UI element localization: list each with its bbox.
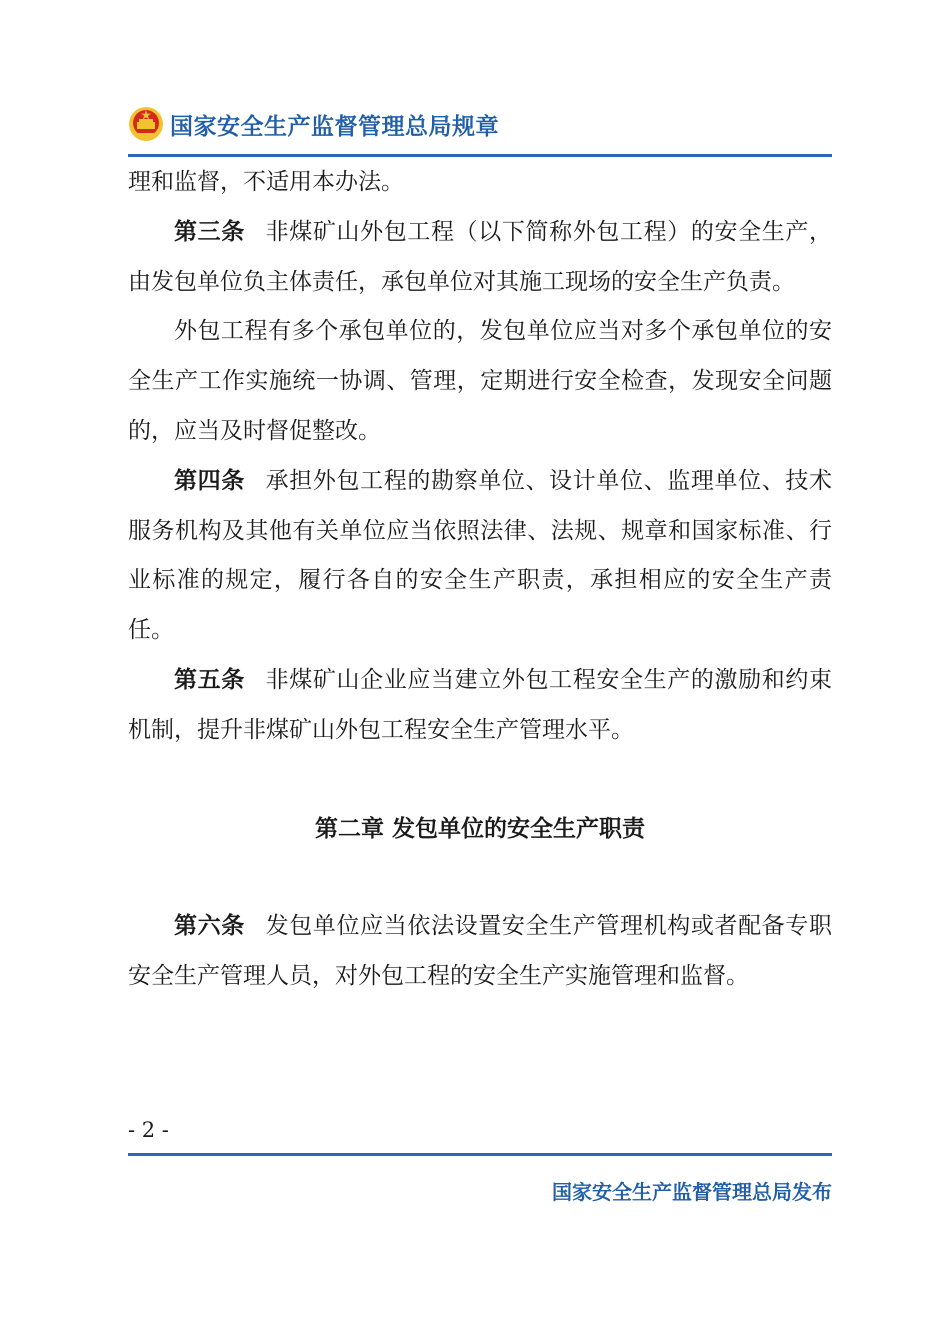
article-4-text: 承担外包工程的勘察单位、设计单位、监理单位、技术服务机构及其他有关单位应当依照法律、法规、规章和国家标准、行业标准的规定，履行各自的安全生产职责，承担相应的安全生产责任。 <box>128 467 833 644</box>
page-header <box>128 102 832 146</box>
paragraph-continued: 理和监督，不适用本办法。 <box>128 169 404 195</box>
article-3-number: 第三条 <box>174 218 245 245</box>
document-body <box>128 158 832 1002</box>
header-title: 国家安全生产监督管理总局规章 <box>170 113 499 140</box>
article-6-text: 发包单位应当依法设置安全生产管理机构或者配备专职安全生产管理人员，对外包工程的安全生产实施管理和监督。 <box>128 913 833 990</box>
article-4-number: 第四条 <box>174 467 245 494</box>
national-emblem-icon <box>128 106 164 142</box>
article-6 <box>128 902 832 1002</box>
header-rule <box>128 154 832 157</box>
footer-rule <box>128 1153 832 1156</box>
article-5 <box>128 656 832 756</box>
article-4 <box>128 457 832 656</box>
article-5-number: 第五条 <box>174 666 245 693</box>
article-3 <box>128 208 832 308</box>
article-3-paragraph-2: 外包工程有多个承包单位的，发包单位应当对多个承包单位的安全生产工作实施统一协调、管理，定期进行安全检查，发现安全问题的，应当及时督促整改。 <box>128 318 832 444</box>
footer-publisher: 国家安全生产监督管理总局发布 <box>552 1180 832 1204</box>
article-6-number: 第六条 <box>174 913 245 940</box>
chapter-heading: 第二章 发包单位的安全生产职责 <box>314 815 645 842</box>
article-3-text: 非煤矿山外包工程（以下简称外包工程）的安全生产，由发包单位负主体责任，承包单位对其施工现场的安全生产负责。 <box>128 218 833 295</box>
page-number: - 2 - <box>128 1118 169 1142</box>
article-5-text: 非煤矿山企业应当建立外包工程安全生产的激励和约束机制，提升非煤矿山外包工程安全生产管理水平。 <box>128 666 833 743</box>
